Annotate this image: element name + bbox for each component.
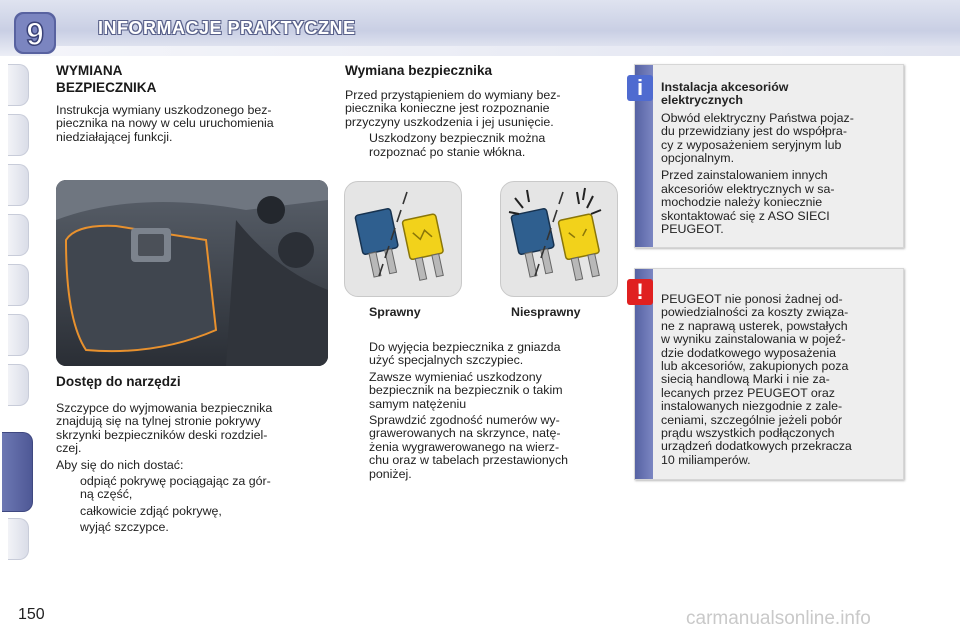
fuse-label-good: Sprawny xyxy=(369,305,421,319)
section-heading: WYMIANA BEZPIECZNIKA xyxy=(56,63,157,95)
chapter-tab[interactable] xyxy=(8,364,29,406)
text-line: przyczyny uszkodzenia i jej usunięcie. xyxy=(345,114,554,129)
bullet-item xyxy=(345,414,615,481)
info-panel xyxy=(634,64,904,248)
chapter-tab[interactable] xyxy=(8,164,29,206)
text-line: Do wyjęcia bezpiecznika z gniazda xyxy=(369,340,561,354)
chapter-tab[interactable] xyxy=(8,114,29,156)
text-line: ną część, xyxy=(80,487,133,502)
text-line: Instrukcja wymiany uszkodzonego bez- xyxy=(56,103,272,117)
text-line: bezpiecznik na bezpiecznik o takim xyxy=(369,383,563,398)
blown-fuse-illustration xyxy=(500,181,618,297)
info-title-line: elektrycznych xyxy=(661,93,743,108)
text-line: skontaktować się z ASO SIECI xyxy=(661,208,830,223)
warning-panel-text xyxy=(661,293,895,467)
text-line: poniżej. xyxy=(369,466,412,481)
text-line: akcesoriów elektrycznych w sa- xyxy=(661,181,835,196)
dashboard-fusebox-photo xyxy=(56,180,328,366)
text-line: PEUGEOT. xyxy=(661,222,724,237)
tools-section xyxy=(56,374,326,535)
chapter-tab[interactable] xyxy=(8,314,29,356)
text-line: w wyniku zainstalowania w pojeź- xyxy=(661,332,846,347)
howto-text: Aby się do nich dostać: xyxy=(56,457,184,472)
text-line: czej. xyxy=(56,441,82,456)
text-line: powiedzialności za koszty związa- xyxy=(661,305,849,320)
page-header xyxy=(0,0,960,56)
text-line: wyjąć szczypce. xyxy=(80,520,169,535)
text-line: grawerowanych na skrzynce, natę- xyxy=(369,426,561,441)
chapter-badge xyxy=(10,8,60,56)
fuse-label-blown: Niesprawny xyxy=(511,305,581,319)
left-column xyxy=(56,62,326,144)
chapter-tab[interactable] xyxy=(8,64,29,106)
warning-panel xyxy=(634,268,904,480)
tools-paragraph xyxy=(56,402,326,456)
text-line: dzie dodatkowego wyposażenia xyxy=(661,345,836,360)
header-light-band xyxy=(40,46,960,56)
middle-bullets xyxy=(345,341,615,481)
text-line: Przed zainstalowaniem innych xyxy=(661,168,828,183)
text-line: Szczypce do wyjmowania bezpiecznika xyxy=(56,401,273,415)
text-line: siecią handlową Marki i nie za- xyxy=(661,372,830,387)
middle-column xyxy=(345,63,615,159)
step-item xyxy=(56,505,326,518)
bullet-item xyxy=(345,341,615,368)
intro-paragraph xyxy=(56,104,326,144)
text-line: rozpoznać po stanie włókna. xyxy=(369,144,526,159)
text-line: PEUGEOT nie ponosi żadnej od- xyxy=(661,292,843,306)
text-line: Przed przystąpieniem do wymiany bez- xyxy=(345,88,561,102)
text-line: odpiąć pokrywę pociągając za gór- xyxy=(80,474,271,489)
text-line: żenia wygrawerowanego na wierz- xyxy=(369,439,560,454)
text-line: urządzeń dodatkowych przekracza xyxy=(661,439,852,454)
step-item xyxy=(56,475,326,502)
good-fuse-illustration xyxy=(344,181,462,297)
chapter-tab-strip xyxy=(0,56,34,576)
text-line: użyć specjalnych szczypiec. xyxy=(369,353,524,368)
text-line: całkowicie zdjąć pokrywę, xyxy=(80,503,222,518)
text-line: prądu wszystkich podłączonych xyxy=(661,426,835,441)
tools-heading: Dostęp do narzędzi xyxy=(56,374,181,389)
text-line: Obwód elektryczny Państwa pojaz- xyxy=(661,110,854,125)
chapter-tab-active[interactable] xyxy=(2,432,33,512)
info-title-line: Instalacja akcesoriów xyxy=(661,80,789,94)
chapter-tab[interactable] xyxy=(8,214,29,256)
chapter-tab[interactable] xyxy=(8,264,29,306)
info-panel-text xyxy=(661,81,895,236)
text-line: Uszkodzony bezpiecznik można xyxy=(369,131,546,146)
text-line: mochodzie należy koniecznie xyxy=(661,195,823,210)
text-line: lecanych przez PEUGEOT oraz xyxy=(661,385,835,400)
text-line: chu oraz w tabelach przestawionych xyxy=(369,453,569,468)
watermark[interactable]: carmanualsonline.info xyxy=(686,608,871,629)
bullet-item xyxy=(345,371,615,411)
text-line: skrzynki bezpieczników deski rozdziel- xyxy=(56,427,268,442)
intro-paragraph xyxy=(345,89,615,129)
text-line: opcjonalnym. xyxy=(661,151,735,166)
bullet-item xyxy=(345,132,615,159)
text-line: ceniami, szczególnie jeżeli pobór xyxy=(661,412,843,427)
step-item xyxy=(56,521,326,534)
page-number: 150 xyxy=(18,606,45,623)
text-line: piecznika konieczne jest rozpoznanie xyxy=(345,101,550,116)
text-line: piecznika na nowy w celu uruchomienia xyxy=(56,116,274,131)
text-line: lub akcesoriów, zakupionych poza xyxy=(661,359,849,374)
section-heading: Wymiana bezpiecznika xyxy=(345,63,493,78)
text-line: du przewidziany jest do współpra- xyxy=(661,124,847,139)
text-line: 10 miliamperów. xyxy=(661,452,751,467)
chapter-tab[interactable] xyxy=(8,518,29,560)
text-line: niedziałającej funkcji. xyxy=(56,129,173,144)
text-line: znajdują się na tylnej stronie pokrywy xyxy=(56,414,261,429)
page-title: INFORMACJE PRAKTYCZNE xyxy=(98,18,356,38)
text-line: ne z naprawą usterek, powstałych xyxy=(661,318,848,333)
text-line: instalowanych niezgodnie z zale- xyxy=(661,399,843,414)
text-line: cy z wyposażeniem seryjnym lub xyxy=(661,137,842,152)
text-line: Zawsze wymieniać uszkodzony xyxy=(369,369,542,384)
text-line: samym natężeniu xyxy=(369,396,467,411)
chapter-number: 9 xyxy=(26,16,44,52)
warning-icon: ! xyxy=(627,279,653,305)
info-icon: i xyxy=(627,75,653,101)
text-line: Sprawdzić zgodność numerów wy- xyxy=(369,413,560,428)
